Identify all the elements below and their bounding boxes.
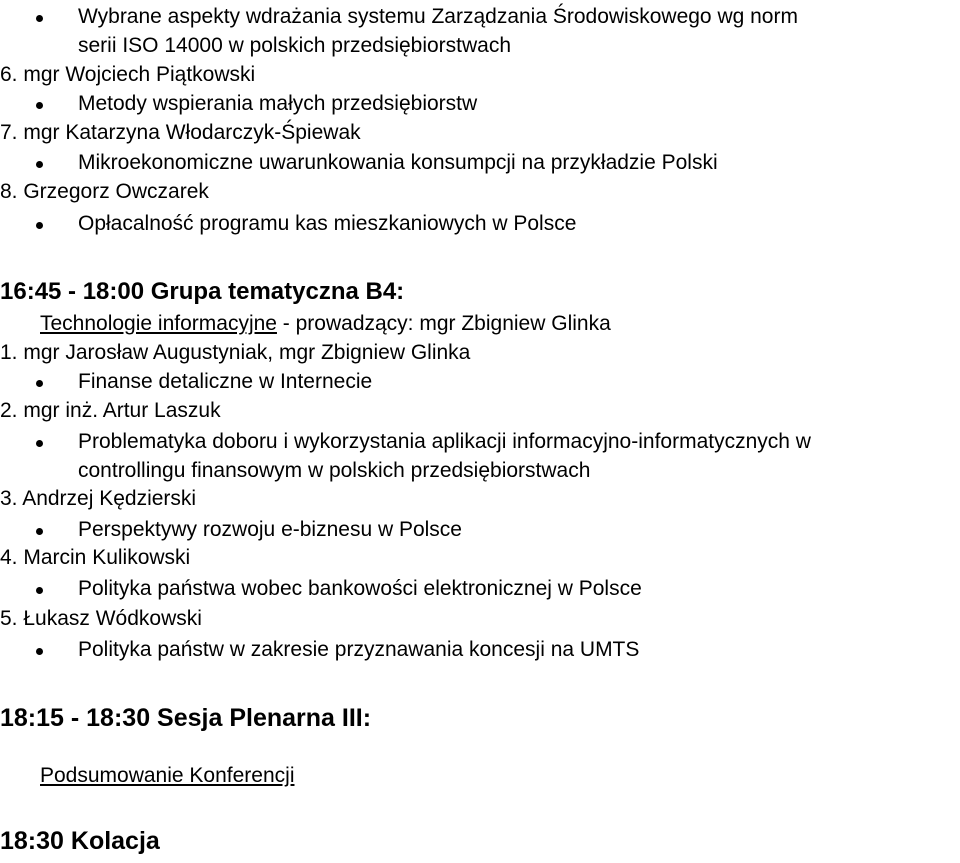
list-item: Perspektywy rozwoju e-biznesu w Polsce <box>78 515 462 545</box>
list-item: Mikroekonomiczne uwarunkowania konsumpcji na przykładzie Polski <box>78 148 718 178</box>
list-item: Metody wspierania małych przedsiębiorstw <box>78 89 477 119</box>
speaker-line: 1. mgr Jarosław Augustyniak, mgr Zbigniew Glinka <box>0 341 471 364</box>
speaker-line: 4. Marcin Kulikowski <box>0 546 191 569</box>
list-item: Finanse detaliczne w Internecie <box>78 367 372 397</box>
list-item: Opłacalność programu kas mieszkaniowych w Polsce <box>78 209 576 239</box>
section-heading-dinner: 18:30 Kolacja <box>0 827 160 855</box>
speaker-line: 5. Łukasz Wódkowski <box>0 607 202 630</box>
speaker-line: 6. mgr Wojciech Piątkowski <box>0 63 256 86</box>
speaker-line: 3. Andrzej Kędzierski <box>0 487 197 510</box>
list-item: Polityka państw w zakresie przyznawania koncesji na UMTS <box>78 635 639 665</box>
section-heading-b4: 16:45 - 18:00 Grupa tematyczna B4: <box>0 278 405 305</box>
section-heading-plenary: 18:15 - 18:30 Sesja Plenarna III: <box>0 704 372 732</box>
speaker-line: 8. Grzegorz Owczarek <box>0 180 209 203</box>
group-subheading <box>40 309 611 339</box>
group-topic: Technologie informacyjne <box>40 312 277 335</box>
list-item-continuation: serii ISO 14000 w polskich przedsiębiorstwach <box>78 34 512 57</box>
group-moderator: - prowadzący: mgr Zbigniew Glinka <box>276 312 611 335</box>
speaker-line: 7. mgr Katarzyna Włodarczyk-Śpiewak <box>0 121 361 144</box>
plenary-topic: Podsumowanie Konferencji <box>40 764 295 787</box>
list-item-continuation: controllingu finansowym w polskich przedsiębiorstwach <box>78 459 591 482</box>
speaker-line: 2. mgr inż. Artur Laszuk <box>0 399 221 422</box>
list-item: Wybrane aspekty wdrażania systemu Zarządzania Środowiskowego wg norm <box>78 2 798 32</box>
list-item: Problematyka doboru i wykorzystania aplikacji informacyjno-informatycznych w <box>78 427 811 457</box>
list-item: Polityka państwa wobec bankowości elektronicznej w Polsce <box>78 574 642 604</box>
